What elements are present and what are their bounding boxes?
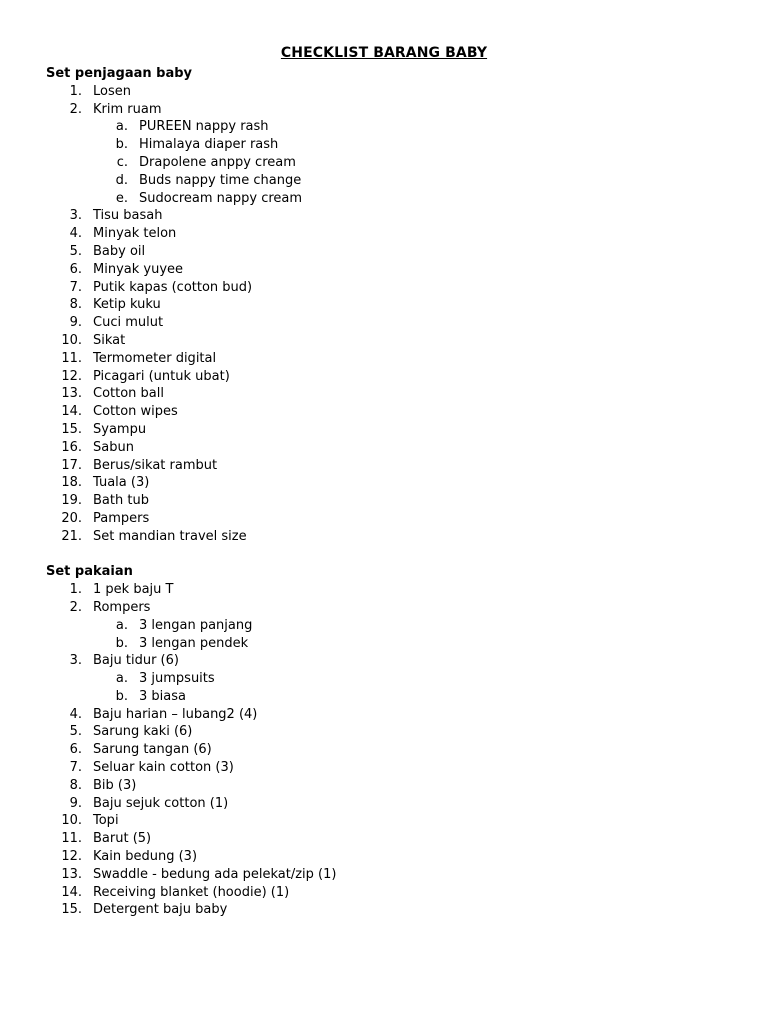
- sub-item-label: Sudocream nappy cream: [139, 190, 303, 206]
- checklist-section: [46, 563, 726, 919]
- item-number: 15.: [61, 421, 82, 437]
- item-number: 4.: [69, 706, 82, 722]
- item-number: 10.: [61, 332, 82, 348]
- sub-item-label: 3 lengan pendek: [139, 635, 249, 651]
- sub-item-label: Drapolene anppy cream: [139, 154, 296, 170]
- sub-item-letter: a.: [115, 671, 128, 687]
- list-item: [46, 599, 726, 617]
- list-item: [46, 830, 726, 848]
- item-number: 7.: [69, 760, 82, 776]
- item-label: Receiving blanket (hoodie) (1): [93, 884, 290, 900]
- list-item: [46, 706, 726, 724]
- item-number: 5.: [69, 724, 82, 740]
- sub-list-item: [46, 172, 726, 190]
- item-number: 3.: [69, 653, 82, 669]
- item-number: 1.: [69, 83, 82, 99]
- list-item: [46, 866, 726, 884]
- item-number: 7.: [69, 279, 82, 295]
- list-item: [46, 510, 726, 528]
- sub-item-label: Buds nappy time change: [139, 172, 302, 188]
- item-number: 17.: [61, 457, 82, 473]
- list-item: [46, 812, 726, 830]
- item-number: 6.: [69, 261, 82, 277]
- item-label: Syampu: [93, 421, 147, 437]
- list-item: [46, 759, 726, 777]
- list-item: [46, 296, 726, 314]
- list-item: [46, 403, 726, 421]
- item-label: Seluar kain cotton (3): [93, 760, 234, 776]
- item-number: 2.: [69, 101, 82, 117]
- list-item: [46, 457, 726, 475]
- item-label: Bib (3): [93, 777, 137, 793]
- list-item: [46, 350, 726, 368]
- item-label: Baby oil: [93, 243, 146, 259]
- sub-list-item: [46, 688, 726, 706]
- item-label: Termometer digital: [93, 350, 217, 366]
- item-number: 18.: [61, 475, 82, 491]
- item-number: 11.: [61, 831, 82, 847]
- item-number: 9.: [69, 795, 82, 811]
- item-number: 14.: [61, 404, 82, 420]
- list-item: [46, 279, 726, 297]
- item-label: Rompers: [93, 599, 151, 615]
- item-number: 6.: [69, 742, 82, 758]
- item-label: Sarung kaki (6): [93, 724, 193, 740]
- list-item: [46, 777, 726, 795]
- sub-list-item: [46, 118, 726, 136]
- item-label: Losen: [93, 83, 131, 99]
- sub-item-letter: d.: [115, 172, 128, 188]
- item-label: Krim ruam: [93, 101, 162, 117]
- sub-list-item: [46, 670, 726, 688]
- checklist-content: [46, 65, 726, 919]
- list-item: [46, 368, 726, 386]
- list-item: [46, 492, 726, 510]
- item-number: 19.: [61, 493, 82, 509]
- list-item: [46, 261, 726, 279]
- item-label: Bath tub: [93, 493, 149, 509]
- list-item: [46, 901, 726, 919]
- item-number: 11.: [61, 350, 82, 366]
- item-number: 5.: [69, 243, 82, 259]
- list-item: [46, 652, 726, 670]
- sub-item-label: 3 lengan panjang: [139, 617, 253, 633]
- item-label: Putik kapas (cotton bud): [93, 279, 253, 295]
- section-heading: Set penjagaan baby: [46, 66, 193, 81]
- sub-item-label: PUREEN nappy rash: [139, 119, 269, 135]
- item-label: Ketip kuku: [93, 297, 161, 313]
- item-label: Pampers: [93, 510, 150, 526]
- list-item: [46, 848, 726, 866]
- sub-list-item: [46, 190, 726, 208]
- item-number: 14.: [61, 884, 82, 900]
- list-item: [46, 795, 726, 813]
- list-item: [46, 243, 726, 261]
- list-item: [46, 439, 726, 457]
- sub-list-item: [46, 154, 726, 172]
- item-number: 12.: [61, 368, 82, 384]
- item-number: 8.: [69, 777, 82, 793]
- item-label: Kain bedung (3): [93, 849, 198, 865]
- list-item: [46, 528, 726, 546]
- sub-item-letter: a.: [115, 119, 128, 135]
- item-label: Picagari (untuk ubat): [93, 368, 230, 384]
- document-title: CHECKLIST BARANG BABY: [280, 45, 488, 61]
- list-item: [46, 581, 726, 599]
- sub-item-letter: c.: [116, 154, 128, 170]
- item-label: Sikat: [93, 332, 126, 348]
- checklist-section: [46, 65, 726, 546]
- sub-item-letter: b.: [115, 635, 128, 651]
- sub-item-label: 3 jumpsuits: [139, 671, 215, 687]
- sub-item-letter: a.: [115, 617, 128, 633]
- item-number: 15.: [61, 902, 82, 918]
- sub-item-letter: b.: [115, 137, 128, 153]
- sub-item-letter: b.: [115, 688, 128, 704]
- item-number: 13.: [61, 866, 82, 882]
- list-item: [46, 741, 726, 759]
- item-label: Swaddle - bedung ada pelekat/zip (1): [93, 866, 337, 882]
- list-item: [46, 101, 726, 119]
- list-item: [46, 723, 726, 741]
- list-item: [46, 421, 726, 439]
- sub-item-label: 3 biasa: [139, 688, 186, 704]
- item-number: 10.: [61, 813, 82, 829]
- item-number: 9.: [69, 315, 82, 331]
- item-number: 1.: [69, 582, 82, 598]
- item-number: 8.: [69, 297, 82, 313]
- item-label: Barut (5): [93, 831, 152, 847]
- section-spacer: [46, 546, 726, 564]
- item-number: 2.: [69, 599, 82, 615]
- item-label: Tuala (3): [93, 475, 150, 491]
- sub-item-label: Himalaya diaper rash: [139, 137, 279, 153]
- item-number: 12.: [61, 849, 82, 865]
- list-item: [46, 207, 726, 225]
- item-label: Minyak telon: [93, 226, 177, 242]
- list-item: [46, 884, 726, 902]
- item-label: Set mandian travel size: [93, 528, 247, 544]
- item-label: Baju sejuk cotton (1): [93, 795, 229, 811]
- item-label: Cotton ball: [93, 386, 164, 402]
- item-label: Sabun: [93, 439, 134, 455]
- list-item: [46, 314, 726, 332]
- sub-list-item: [46, 136, 726, 154]
- item-number: 13.: [61, 386, 82, 402]
- item-label: 1 pek baju T: [93, 582, 174, 598]
- item-number: 3.: [69, 208, 82, 224]
- sub-list-item: [46, 635, 726, 653]
- item-number: 16.: [61, 439, 82, 455]
- item-label: Cotton wipes: [93, 404, 178, 420]
- item-number: 20.: [61, 510, 82, 526]
- item-label: Cuci mulut: [93, 315, 164, 331]
- item-number: 21.: [61, 528, 82, 544]
- item-label: Tisu basah: [93, 208, 163, 224]
- item-label: Baju tidur (6): [93, 653, 179, 669]
- list-item: [46, 332, 726, 350]
- item-label: Baju harian – lubang2 (4): [93, 706, 258, 722]
- list-item: [46, 474, 726, 492]
- item-label: Detergent baju baby: [93, 902, 228, 918]
- item-label: Minyak yuyee: [93, 261, 184, 277]
- item-label: Berus/sikat rambut: [93, 457, 218, 473]
- list-item: [46, 83, 726, 101]
- sub-list-item: [46, 617, 726, 635]
- section-heading: Set pakaian: [46, 564, 133, 580]
- sub-item-letter: e.: [115, 190, 128, 206]
- list-item: [46, 225, 726, 243]
- list-item: [46, 385, 726, 403]
- item-label: Topi: [93, 813, 119, 829]
- item-number: 4.: [69, 226, 82, 242]
- item-label: Sarung tangan (6): [93, 742, 212, 758]
